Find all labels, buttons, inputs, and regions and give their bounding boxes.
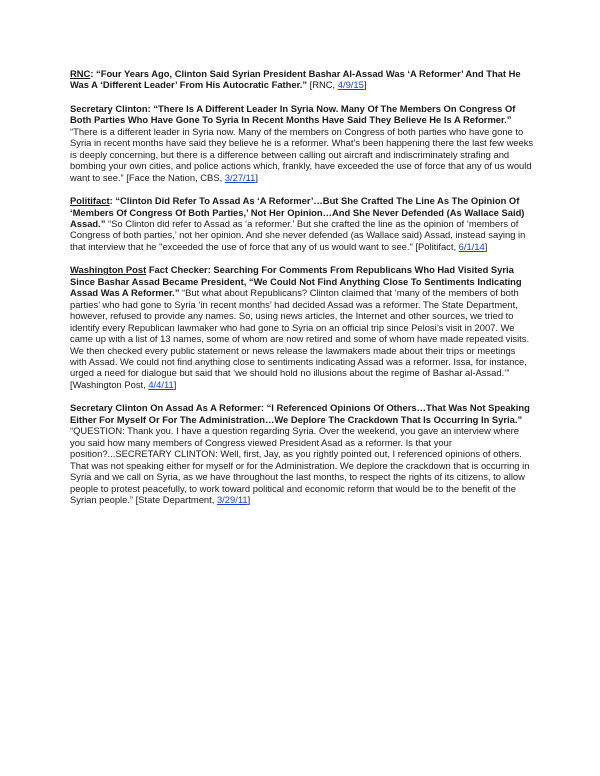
- entry-politifact: Politifact: “Clinton Did Refer To Assad As ‘A Reformer’…But She Crafted The Line As The Opinion Of ‘Members Of Congress Of Both Parties,’ Not Her Opinion…And She Never Defended (As Wallace Said) Assad.” “So Clinton did refer to Assad as ‘a reformer.’ But she crafted the line as the opinion of ‘members of Congress of both parties,’ not her opinion. And she never defended (as Wallace said) Assad, instead saying in that interview that he "exceeded the use of force that any of us would want to see." [Politifact, 6/1/14]: [70, 195, 526, 252]
- entry-citation: [Face the Nation, CBS,: [123, 171, 225, 183]
- citation-link[interactable]: 4/9/15: [337, 79, 364, 91]
- citation-link[interactable]: 6/1/14: [458, 240, 485, 252]
- entry-state-department: Secretary Clinton On Assad As A Reformer: “I Referenced Opinions Of Others…That Was Not Speaking Either For Myself Or For The Administration…We Deplore The Crackdown That Is Occurring In Syria.” “QUESTION: Thank you. I have a question regarding Syria. Over the weekend, you gave an interview where you said how many members of Congress viewed President Asad as a reformer. Is that your position?...SECRETARY CLINTON: Well, first, Jay, as you rightly pointed out, I referenced opinions of others. That was not speaking either for myself or for the Administration. We deplore the crackdown that is occurring in Syria and we call on Syria, as we have throughout the last months, to respect the rights of its citizens, to allow people to protest peacefully, to work toward political and economic reform that would be to the benefit of the Syrian people.” [State Department, 3/29/11]: [70, 402, 530, 505]
- entry-citation: [Politifact,: [412, 240, 459, 252]
- entry-citation: [RNC,: [307, 79, 338, 91]
- entry-washington-post: Washington Post Fact Checker: Searching For Comments From Republicans Who Had Visited Syria Since Bashar Assad Became President, “We Could Not Find Anything Close To Sentiments Indicating Assad Was A Reformer.” “But what about Republicans? Clinton claimed that ‘many of the members of both parties’ who had gone to Syria ‘in recent months’ had decided Assad was a reformer. The State Department, however, refused to provide any names. So, using news articles, the Internet and other sources, we tried to identify every Republican lawmaker who had gone to Syria on an official trip since Pelosi’s visit in 2007. We came up with a list of 13 names, some of whom are now retired and some of whom have made repeated visits. We then checked every public statement or news release the lawmakers made about their trips or meetings with Assad. We could not find anything close to sentiments indicating Assad was a reformer. Issa, for instance, urged a need for dialogue but said that ‘we should hold no illusions about the regime of Bashar al-Assad.’” [Washington Post, 4/4/11]: [70, 264, 530, 390]
- entry-citation: [State Department,: [133, 493, 217, 505]
- entry-body: “But what about Republicans? Clinton claimed that ‘many of the members of both parties’ who had gone to Syria ‘in recent months’ had decided Assad was a reformer. The State Department, however, refused to provide any names. So, using news articles, the Internet and other sources, we tried to identify every Republican lawmaker who had gone to Syria on an official trip since Pelosi’s visit in 2007. We came up with a list of 13 names, some of whom are now retired and some of whom have made repeated visits. We then checked every public statement or news release the lawmakers made about their trips or meetings with Assad. We could not find anything close to sentiments indicating Assad was a reformer. Issa, for instance, urged a need for dialogue but said that ‘we should hold no illusions about the regime of Bashar al-Assad.’”: [70, 287, 530, 379]
- source-name: RNC: [70, 68, 91, 79]
- entry-rnc: RNC: “Four Years Ago, Clinton Said Syrian President Bashar Al-Assad Was ‘A Reformer’ And That He Was A ‘Different Leader’ From His Autocratic Father.” [RNC, 4/9/15]: [70, 68, 521, 91]
- entry-headline: Secretary Clinton: “There Is A Different Leader In Syria Now. Many Of The Members On Congress Of Both Parties Who Have Gone To Syria In Recent Months Have Said They Believe He Is A Reformer.”: [70, 102, 516, 126]
- entry-headline: Washington Post Fact Checker: Searching For Comments From Republicans Who Had Visited Syria Since Bashar Assad Became President, “We Could Not Find Anything Close To Sentiments Indicating Assad Was A Reformer.”: [70, 264, 522, 299]
- source-name: Washington Post: [70, 264, 147, 276]
- citation-link[interactable]: 3/27/11: [224, 171, 256, 183]
- citation-link[interactable]: 4/4/11: [148, 378, 174, 390]
- citation-link[interactable]: 3/29/11: [216, 493, 248, 505]
- entry-face-the-nation: Secretary Clinton: “There Is A Different Leader In Syria Now. Many Of The Members On Congress Of Both Parties Who Have Gone To Syria In Recent Months Have Said They Believe He Is A Reformer.” “There is a different leader in Syria now. Many of the members on Congress of both parties who have gone to Syria in recent months have said they believe he is a reformer. What’s been happening there the last few weeks is deeply concerning, but there is a difference between calling out aircraft and indiscriminately strafing and bombing your own cities, and police actions which, frankly, have exceeded the use of force that any of us would want to see.” [Face the Nation, CBS, 3/27/11]: [70, 102, 534, 183]
- entry-body: “So Clinton did refer to Assad as ‘a reformer.’ But she crafted the line as the opinion of ‘members of Congress of both parties,’ not her opinion. And she never defended (as Wallace said) Assad, instead saying in that interview that he "exceeded the use of force that any of us would want to see.": [70, 217, 526, 252]
- entry-headline: RNC: “Four Years Ago, Clinton Said Syrian President Bashar Al-Assad Was ‘A Reformer’ And That He Was A ‘Different Leader’ From His Autocratic Father.”: [70, 68, 521, 91]
- source-name: Politifact: [70, 195, 110, 207]
- entry-body: “There is a different leader in Syria now. Many of the members on Congress of both parties who have gone to Syria in recent months have said they believe he is a reformer. What’s been happening there the last few weeks is deeply concerning, but there is a difference between calling out aircraft and indiscriminately strafing and bombing your own cities, and police actions which, frankly, have exceeded the use of force that any of us would want to see.”: [70, 125, 534, 183]
- entry-citation: [Washington Post,: [70, 378, 149, 390]
- entry-headline: Secretary Clinton On Assad As A Reformer: “I Referenced Opinions Of Others…That Was Not Speaking Either For Myself Or For The Administration…We Deplore The Crackdown That Is Occurring In Syria.”: [70, 402, 530, 425]
- entry-body: “QUESTION: Thank you. I have a question regarding Syria. Over the weekend, you gave an interview where you said how many members of Congress viewed President Asad as a reformer. Is that your position?...SECRETARY CLINTON: Well, first, Jay, as you rightly pointed out, I referenced opinions of others. That was not speaking either for myself or for the Administration. We deplore the crackdown that is occurring in Syria and we call on Syria, as we have throughout the last months, to respect the rights of its citizens, to allow people to protest peacefully, to work toward political and economic reform that would be to the benefit of the Syrian people.”: [70, 425, 530, 505]
- entry-headline: Politifact: “Clinton Did Refer To Assad As ‘A Reformer’…But She Crafted The Line As The Opinion Of ‘Members Of Congress Of Both Parties,’ Not Her Opinion…And She Never Defended (As Wallace Said) Assad.”: [70, 195, 525, 229]
- document-page: [70, 68, 534, 517]
